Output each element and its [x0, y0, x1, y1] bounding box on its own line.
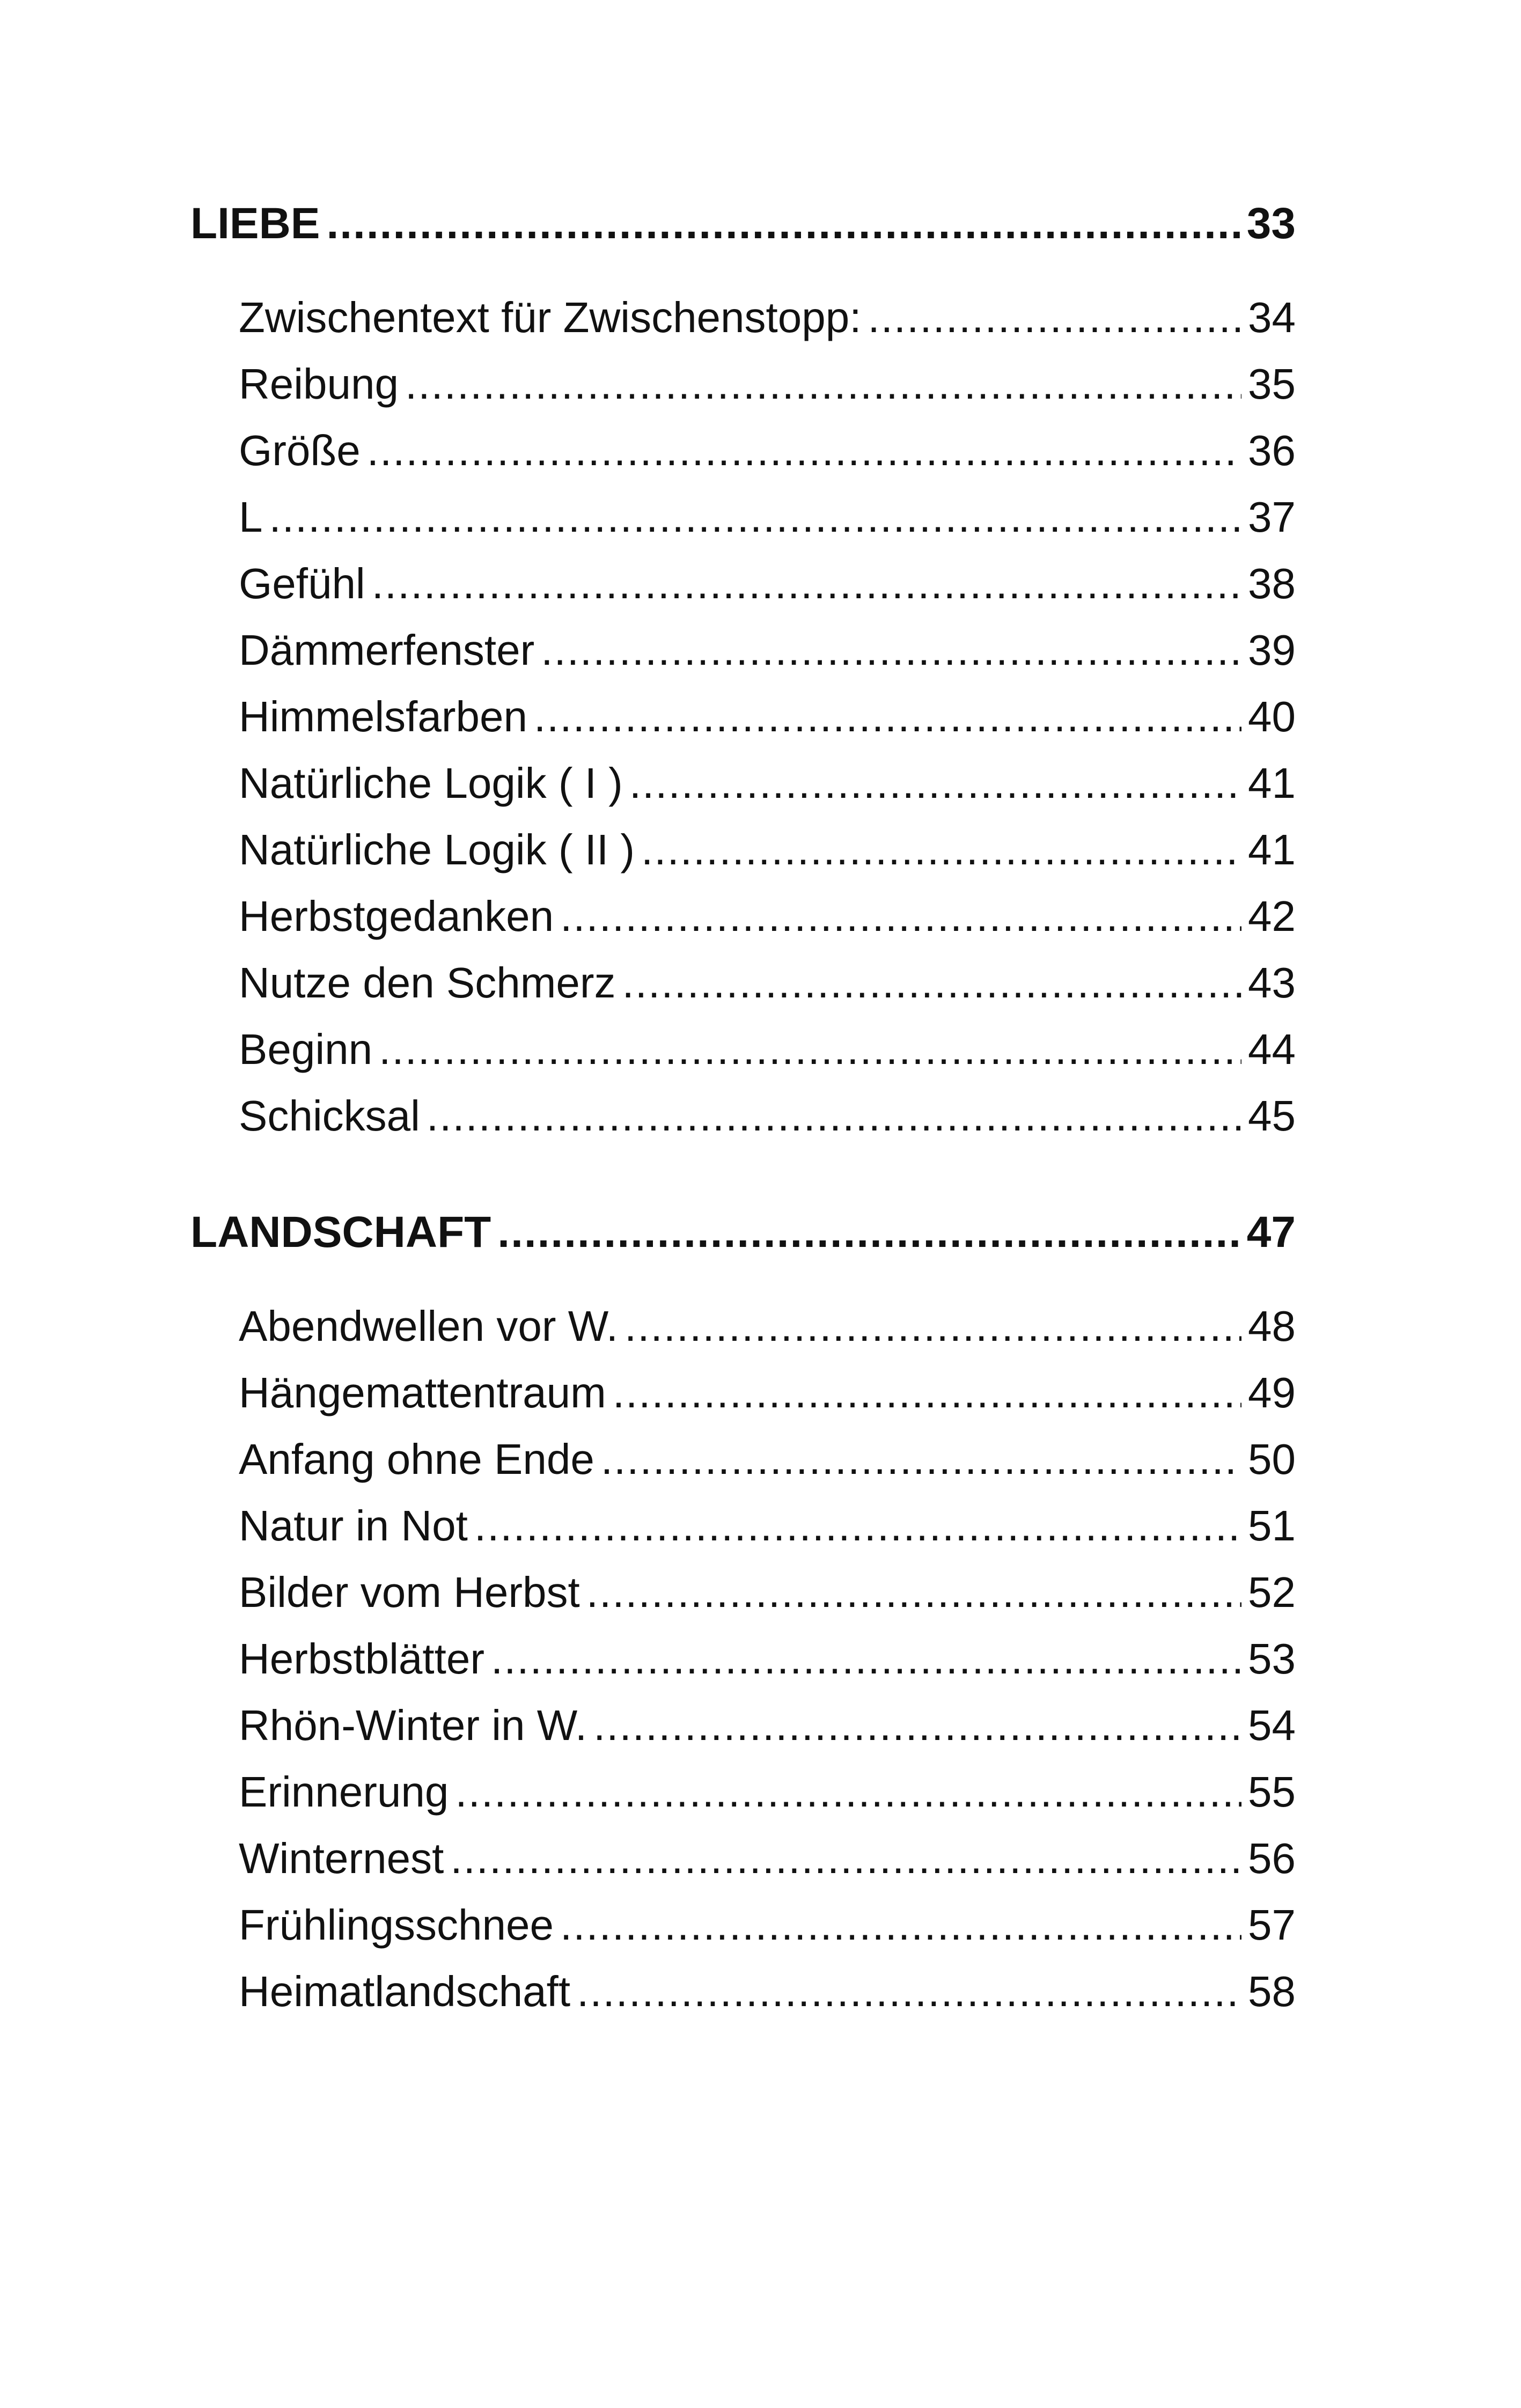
dot-leader [593, 1701, 1241, 1750]
toc-entry [239, 1834, 1296, 1893]
toc-entry [239, 1967, 1296, 2026]
dot-leader [379, 1025, 1241, 1074]
toc-entry-page: 55 [1248, 1768, 1296, 1816]
toc-entry-title: Natur in Not [239, 1502, 468, 1550]
toc-entry [239, 825, 1296, 884]
toc-entry-page: 54 [1248, 1701, 1296, 1749]
dot-leader [601, 1435, 1241, 1484]
toc-entry-title: Reibung [239, 360, 399, 408]
toc-entry [239, 1025, 1296, 1084]
dot-leader [450, 1834, 1241, 1883]
toc-entry-title: Abendwellen vor W. [239, 1302, 619, 1350]
dot-leader [613, 1368, 1241, 1418]
dot-leader [577, 1967, 1241, 2016]
dot-leader [326, 199, 1240, 249]
toc-entry [239, 958, 1296, 1017]
toc-entry-page: 57 [1248, 1901, 1296, 1949]
dot-leader [560, 1900, 1241, 1950]
toc-entry-title: Gefühl [239, 560, 365, 607]
section-heading-page: 47 [1246, 1208, 1296, 1257]
dot-leader [455, 1767, 1241, 1817]
dot-leader [622, 958, 1241, 1008]
toc-entry-title: Nutze den Schmerz [239, 959, 616, 1007]
dot-leader [497, 1207, 1240, 1258]
toc-entry [239, 1368, 1296, 1427]
toc-entry-page: 48 [1248, 1302, 1296, 1350]
toc-entry-title: Schicksal [239, 1092, 420, 1140]
toc-entry [239, 759, 1296, 818]
toc-entry-title: Dämmerfenster [239, 626, 535, 674]
toc-entry-title: Rhön-Winter in W. [239, 1701, 587, 1749]
toc-entry-page: 51 [1248, 1502, 1296, 1550]
section-heading-title: LANDSCHAFT [190, 1208, 491, 1257]
dot-leader [427, 1091, 1241, 1141]
dot-leader [541, 626, 1241, 675]
toc-entry [239, 1435, 1296, 1494]
toc-entry [239, 1634, 1296, 1693]
toc-entry [239, 359, 1296, 419]
toc-entry-title: Herbstblätter [239, 1635, 484, 1683]
toc-entry-page: 37 [1248, 493, 1296, 541]
dot-leader [491, 1634, 1241, 1684]
section-heading-page: 33 [1246, 199, 1296, 248]
section-heading [190, 199, 1296, 258]
toc-entry-title: Zwischentext für Zwischenstopp: [239, 293, 862, 341]
toc-entry-title: Erinnerung [239, 1768, 449, 1816]
dot-leader [474, 1501, 1241, 1551]
toc-entry [239, 1302, 1296, 1361]
section-heading-title: LIEBE [190, 199, 320, 248]
toc-entry-page: 34 [1248, 293, 1296, 341]
toc-entry [239, 493, 1296, 552]
toc-entry-title: Heimatlandschaft [239, 1967, 571, 2015]
toc-entry [239, 1501, 1296, 1560]
toc-entry-title: Beginn [239, 1025, 373, 1073]
toc-entry [239, 293, 1296, 352]
toc-entry-page: 39 [1248, 626, 1296, 674]
toc-entry-title: Größe [239, 427, 361, 474]
toc-entry [239, 559, 1296, 618]
toc-entry-page: 45 [1248, 1092, 1296, 1140]
toc-entry [239, 892, 1296, 951]
toc-entry-page: 36 [1248, 427, 1296, 474]
dot-leader [367, 426, 1241, 475]
toc-entry-title: Frühlingsschnee [239, 1901, 554, 1949]
toc-entry-page: 49 [1248, 1369, 1296, 1416]
toc-entry-page: 53 [1248, 1635, 1296, 1683]
toc-entry-title: Anfang ohne Ende [239, 1435, 594, 1483]
section-heading [190, 1207, 1296, 1266]
dot-leader [269, 493, 1242, 542]
toc-entry-page: 41 [1248, 759, 1296, 807]
dot-leader [405, 359, 1241, 409]
toc-entry-title: Hängemattentraum [239, 1369, 606, 1416]
toc-entry-title: Himmelsfarben [239, 693, 527, 740]
toc-entry-page: 44 [1248, 1025, 1296, 1073]
toc-entry-title: Bilder vom Herbst [239, 1568, 580, 1616]
dot-leader [586, 1568, 1241, 1617]
toc-entry-title: Herbstgedanken [239, 892, 554, 940]
toc-entry [239, 626, 1296, 685]
dot-leader [560, 892, 1241, 941]
toc-entry-page: 35 [1248, 360, 1296, 408]
toc-entry [239, 426, 1296, 485]
dot-leader [868, 293, 1241, 342]
toc-entry [239, 1701, 1296, 1760]
dot-leader [641, 825, 1241, 875]
toc-entry-page: 50 [1248, 1435, 1296, 1483]
toc-entry-page: 40 [1248, 693, 1296, 740]
dot-leader [629, 759, 1241, 808]
toc-entry-page: 43 [1248, 959, 1296, 1007]
toc-entry-page: 52 [1248, 1568, 1296, 1616]
toc-entry [239, 1568, 1296, 1627]
toc-entry-title: Natürliche Logik ( II ) [239, 826, 635, 873]
dot-leader [534, 692, 1241, 742]
toc-entry [239, 692, 1296, 751]
toc-entry [239, 1767, 1296, 1826]
toc-entry-title: Natürliche Logik ( I ) [239, 759, 623, 807]
toc-entry-title: L [239, 493, 263, 541]
toc-entry-page: 42 [1248, 892, 1296, 940]
dot-leader [372, 559, 1241, 608]
toc-entry [239, 1091, 1296, 1150]
toc-entry [239, 1900, 1296, 1959]
toc-entry-page: 58 [1248, 1967, 1296, 2015]
dot-leader [624, 1302, 1241, 1351]
toc-entry-title: Winternest [239, 1834, 444, 1882]
toc-entry-page: 38 [1248, 560, 1296, 607]
toc-entry-page: 56 [1248, 1834, 1296, 1882]
toc-entry-page: 41 [1248, 826, 1296, 873]
